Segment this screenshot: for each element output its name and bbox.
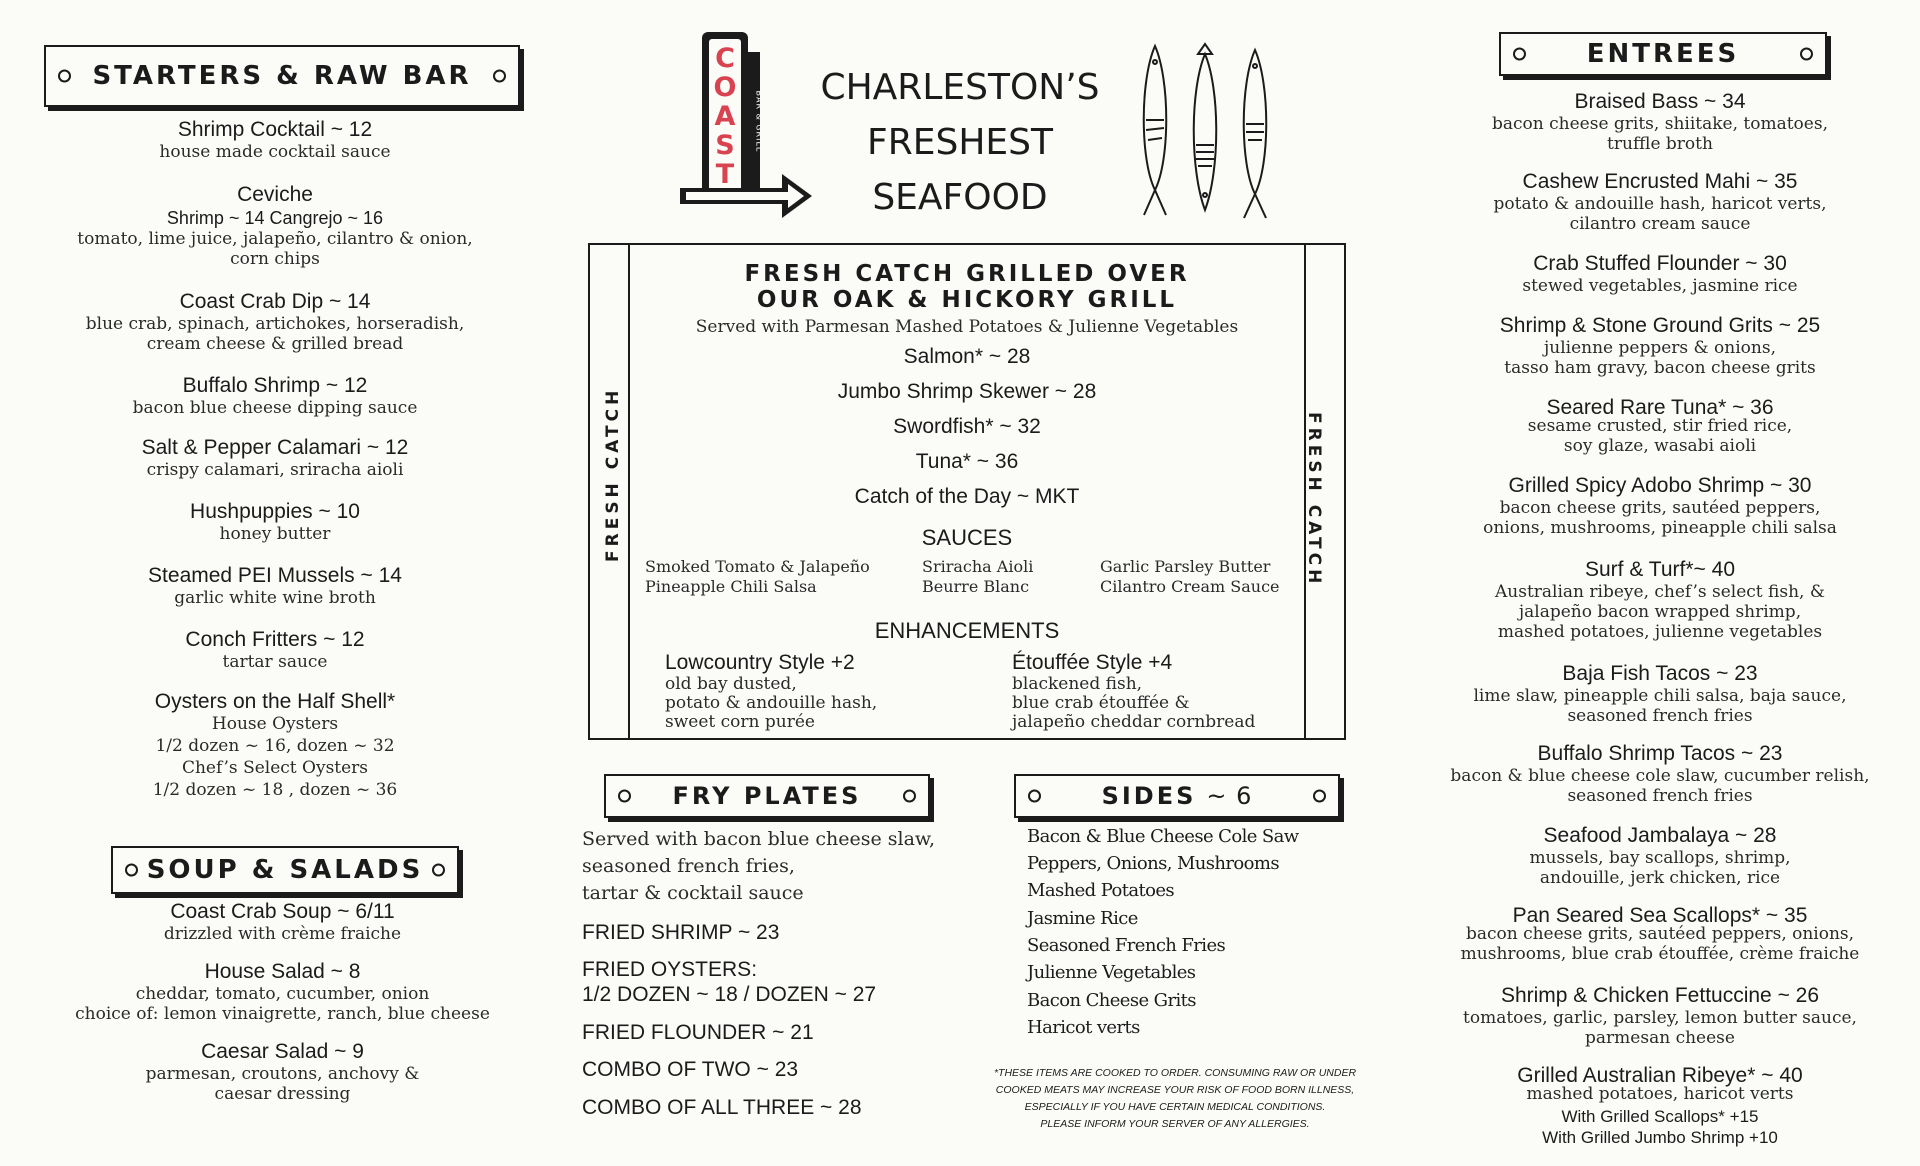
- item-prices: Shrimp ~ 14 Cangrejo ~ 16: [166, 208, 384, 228]
- item-desc: onions, mushrooms, pineapple chili salsa: [1483, 518, 1837, 538]
- item-desc: parmesan, croutons, anchovy &: [145, 1064, 420, 1084]
- sides-price: ~ 6: [1206, 782, 1253, 810]
- menu-item: [40, 900, 525, 944]
- item-name: Grilled Australian Ribeye* ~ 40: [1517, 1064, 1803, 1087]
- fry-header: [604, 774, 930, 818]
- enhancement-desc: sweet corn purée: [665, 712, 815, 732]
- item-desc: 1/2 dozen ~ 16, dozen ~ 32: [155, 736, 395, 756]
- item-name: Shrimp & Stone Ground Grits ~ 25: [1499, 314, 1821, 337]
- item-name: Shrimp Cocktail ~ 12: [177, 118, 373, 141]
- sauce-item: Garlic Parsley Butter: [1100, 557, 1271, 576]
- disclaimer-line: COOKED MEATS MAY INCREASE YOUR RISK OF FOOD BORN ILLNESS,: [995, 1084, 1355, 1096]
- item-desc: caesar dressing: [214, 1084, 351, 1104]
- entrees-title: ENTREES: [1586, 39, 1740, 69]
- menu-item: [40, 564, 510, 608]
- item-name: Shrimp & Chicken Fettuccine ~ 26: [1500, 984, 1820, 1007]
- header-dot-icon: [1513, 48, 1526, 61]
- item-desc: tomato, lime juice, jalapeño, cilantro & onion,: [77, 229, 473, 249]
- enhancement-desc: blackened fish,: [1012, 674, 1143, 694]
- menu-item: [1425, 396, 1895, 456]
- side-item: Seasoned French Fries: [1027, 935, 1226, 956]
- header-dot-icon: [618, 790, 631, 803]
- item-desc: seasoned french fries: [1567, 706, 1753, 726]
- item-name: Buffalo Shrimp Tacos ~ 23: [1537, 742, 1783, 765]
- menu-item: [1425, 984, 1895, 1048]
- item-desc: tartar sauce: [222, 652, 328, 672]
- logo-subtext: BAR & GRILL: [754, 90, 764, 153]
- item-desc: bacon cheese grits, sautéed peppers, onions,: [1465, 924, 1855, 944]
- fish-icon: [1130, 40, 1290, 230]
- item-desc: corn chips: [230, 249, 320, 269]
- menu-item: [1425, 662, 1895, 726]
- fry-title: FRY PLATES: [672, 782, 862, 810]
- item-desc: tomatoes, garlic, parsley, lemon butter sauce,: [1463, 1008, 1857, 1028]
- side-item: Mashed Potatoes: [1027, 880, 1175, 901]
- menu-item: [40, 628, 510, 672]
- catch-item: Tuna* ~ 36: [915, 450, 1019, 473]
- item-desc: choice of: lemon vinaigrette, ranch, blue cheese: [75, 1004, 490, 1024]
- header-dot-icon: [1800, 48, 1813, 61]
- item-name: Coast Crab Soup ~ 6/11: [170, 900, 395, 923]
- item-desc: blue crab, spinach, artichokes, horseradish,: [85, 314, 465, 334]
- item-desc: 1/2 dozen ~ 18 , dozen ~ 36: [152, 780, 398, 800]
- item-name: Hushpuppies ~ 10: [190, 500, 360, 523]
- sauce-col: [645, 557, 870, 597]
- fry-item: COMBO OF ALL THREE ~ 28: [582, 1096, 862, 1119]
- catch-item: Catch of the Day ~ MKT: [854, 485, 1080, 508]
- item-name: Braised Bass ~ 34: [1574, 90, 1746, 113]
- menu-item: [1425, 252, 1895, 296]
- sauce-col: [1100, 557, 1280, 597]
- sauce-item: Smoked Tomato & Jalapeño: [645, 557, 870, 576]
- enhancement-name: Lowcountry Style +2: [665, 651, 855, 674]
- side-item: Jasmine Rice: [1027, 908, 1138, 929]
- item-name: Ceviche: [237, 183, 313, 206]
- starters-header: [44, 45, 520, 107]
- item-desc: garlic white wine broth: [174, 588, 376, 608]
- enhancements-title: ENHANCEMENTS: [874, 618, 1060, 643]
- enhancement: [1012, 651, 1255, 732]
- item-desc: bacon blue cheese dipping sauce: [132, 398, 418, 418]
- fry-item: FRIED OYSTERS:: [582, 958, 758, 981]
- item-desc: Chef’s Select Oysters: [181, 758, 369, 778]
- item-name: Pan Seared Sea Scallops* ~ 35: [1512, 904, 1808, 927]
- menu-item: [40, 118, 510, 162]
- fry-item: 1/2 DOZEN ~ 18 / DOZEN ~ 27: [582, 983, 877, 1006]
- item-extra: With Grilled Scallops* +15: [1561, 1107, 1759, 1126]
- tagline: [795, 60, 1125, 225]
- fry-intro-line: tartar & cocktail sauce: [582, 882, 804, 904]
- disclaimer-line: PLEASE INFORM YOUR SERVER OF ANY ALLERGIES.: [1040, 1118, 1310, 1130]
- sides-title: SIDES: [1101, 782, 1197, 810]
- item-desc: cilantro cream sauce: [1569, 214, 1751, 234]
- item-name: Buffalo Shrimp ~ 12: [182, 374, 368, 397]
- item-name: Steamed PEI Mussels ~ 14: [148, 564, 402, 587]
- soups-title: SOUP & SALADS: [146, 855, 424, 885]
- fry-intro-line: seasoned french fries,: [582, 855, 795, 877]
- item-desc: cream cheese & grilled bread: [146, 334, 404, 354]
- item-desc: mushrooms, blue crab étouffée, crème fraiche: [1460, 944, 1860, 964]
- item-desc: crispy calamari, sriracha aioli: [146, 460, 404, 480]
- item-name: Surf & Turf*~ 40: [1585, 558, 1735, 581]
- starters-title: STARTERS & RAW BAR: [92, 61, 472, 91]
- menu-item: [40, 290, 510, 354]
- item-desc: mashed potatoes, julienne vegetables: [1497, 622, 1823, 642]
- item-desc: potato & andouille hash, haricot verts,: [1493, 194, 1827, 214]
- item-desc: house made cocktail sauce: [159, 142, 391, 162]
- fry-item: COMBO OF TWO ~ 23: [582, 1058, 799, 1081]
- enhancement-desc: potato & andouille hash,: [665, 693, 878, 713]
- header-dot-icon: [903, 790, 916, 803]
- menu-item: [1425, 742, 1895, 806]
- item-name: Salt & Pepper Calamari ~ 12: [141, 436, 409, 459]
- item-desc: bacon cheese grits, shiitake, tomatoes,: [1492, 114, 1828, 134]
- entrees-header: [1499, 32, 1827, 76]
- side-item: Bacon & Blue Cheese Cole Saw: [1027, 826, 1299, 847]
- menu-item: [40, 374, 510, 418]
- item-desc: andouille, jerk chicken, rice: [1539, 868, 1781, 888]
- menu-item: [1425, 904, 1895, 964]
- fresh-catch-side-label-left: FRESH CATCH: [603, 386, 623, 562]
- sauce-col: [922, 557, 1033, 597]
- sauce-item: Beurre Blanc: [922, 577, 1030, 596]
- disclaimer-line: *THESE ITEMS ARE COOKED TO ORDER. CONSUMING RAW OR UNDER: [993, 1067, 1357, 1079]
- menu-item: [40, 1040, 525, 1104]
- catch-item: Swordfish* ~ 32: [893, 415, 1041, 438]
- fresh-catch-title: OUR OAK & HICKORY GRILL: [756, 287, 1178, 313]
- menu-item: [1425, 90, 1895, 154]
- header-dot-icon: [58, 70, 71, 83]
- item-name: Coast Crab Dip ~ 14: [179, 290, 371, 313]
- item-desc: honey butter: [219, 524, 331, 544]
- tagline-line: CHARLESTON’S: [820, 67, 1100, 108]
- fry-item: FRIED FLOUNDER ~ 21: [582, 1021, 814, 1044]
- enhancement-name: Étouffée Style +4: [1012, 651, 1173, 674]
- item-desc: bacon & blue cheese cole slaw, cucumber relish,: [1450, 766, 1870, 786]
- item-name: Seafood Jambalaya ~ 28: [1543, 824, 1777, 847]
- fry-intro: [582, 826, 935, 907]
- item-desc: soy glaze, wasabi aioli: [1563, 436, 1757, 456]
- menu-item: [1425, 314, 1895, 378]
- disclaimer-line: ESPECIALLY IF YOU HAVE CERTAIN MEDICAL CONDITIONS.: [1024, 1101, 1326, 1113]
- enhancement: [665, 651, 877, 732]
- item-name: Grilled Spicy Adobo Shrimp ~ 30: [1508, 474, 1812, 497]
- item-desc: cheddar, tomato, cucumber, onion: [135, 984, 430, 1004]
- side-item: Bacon Cheese Grits: [1027, 990, 1196, 1011]
- menu-item: [40, 690, 510, 800]
- fish-illustration: [1130, 40, 1290, 230]
- fresh-catch-served: Served with Parmesan Mashed Potatoes & Julienne Vegetables: [695, 317, 1239, 337]
- item-desc: House Oysters: [211, 714, 339, 734]
- item-name: Oysters on the Half Shell*: [154, 690, 396, 713]
- menu-item: [1425, 558, 1895, 642]
- fresh-catch-box: [588, 243, 1346, 740]
- fresh-catch-side-label-right: FRESH CATCH: [1304, 412, 1324, 588]
- disclaimer: [960, 1065, 1390, 1133]
- item-desc: parmesan cheese: [1585, 1028, 1735, 1048]
- item-desc: truffle broth: [1607, 134, 1713, 154]
- header-dot-icon: [125, 864, 138, 877]
- item-desc: bacon cheese grits, sautéed peppers,: [1499, 498, 1821, 518]
- sauces-title: SAUCES: [921, 525, 1013, 550]
- menu-item: [1425, 824, 1895, 888]
- side-item: Julienne Vegetables: [1027, 962, 1196, 983]
- enhancement-desc: jalapeño cheddar cornbread: [1012, 712, 1256, 732]
- sauce-item: Pineapple Chili Salsa: [645, 577, 817, 596]
- menu-item: [40, 436, 510, 480]
- item-name: Crab Stuffed Flounder ~ 30: [1533, 252, 1787, 275]
- item-desc: tasso ham gravy, bacon cheese grits: [1504, 358, 1816, 378]
- item-extra: With Grilled Jumbo Shrimp +10: [1542, 1128, 1778, 1147]
- item-name: Baja Fish Tacos ~ 23: [1562, 662, 1758, 685]
- side-item: Haricot verts: [1027, 1017, 1140, 1038]
- item-desc: sesame crusted, stir fried rice,: [1527, 416, 1793, 436]
- item-desc: jalapeño bacon wrapped shrimp,: [1518, 602, 1802, 622]
- item-desc: Australian ribeye, chef’s select fish, &: [1495, 582, 1825, 602]
- enhancement-desc: blue crab étouffée &: [1012, 693, 1190, 713]
- header-dot-icon: [493, 70, 506, 83]
- item-desc: julienne peppers & onions,: [1543, 338, 1776, 358]
- menu-item: [1425, 170, 1895, 234]
- item-name: House Salad ~ 8: [204, 960, 361, 983]
- side-item: Peppers, Onions, Mushrooms: [1027, 853, 1279, 874]
- menu-item: [40, 183, 510, 269]
- catch-item: Salmon* ~ 28: [903, 345, 1031, 368]
- item-desc: lime slaw, pineapple chili salsa, baja sauce,: [1473, 686, 1847, 706]
- menu-item: [40, 960, 525, 1024]
- item-desc: drizzled with crème fraiche: [163, 924, 402, 944]
- catch-item: Jumbo Shrimp Skewer ~ 28: [837, 380, 1097, 403]
- header-dot-icon: [1028, 790, 1041, 803]
- item-desc: mussels, bay scallops, shrimp,: [1529, 848, 1791, 868]
- menu-item: [1425, 1064, 1895, 1148]
- tagline-line: FRESHEST: [867, 122, 1053, 163]
- header-dot-icon: [432, 864, 445, 877]
- item-desc: seasoned french fries: [1567, 786, 1753, 806]
- enhancement-desc: old bay dusted,: [665, 674, 797, 694]
- sides-header: [1014, 774, 1340, 818]
- header-dot-icon: [1313, 790, 1326, 803]
- tagline-line: SEAFOOD: [872, 177, 1048, 218]
- item-desc: mashed potatoes, haricot verts: [1526, 1084, 1794, 1104]
- sauce-item: Cilantro Cream Sauce: [1100, 577, 1280, 596]
- sauce-item: Sriracha Aioli: [922, 557, 1034, 576]
- item-name: Caesar Salad ~ 9: [201, 1040, 364, 1063]
- item-name: Seared Rare Tuna* ~ 36: [1546, 396, 1774, 419]
- fry-item: FRIED SHRIMP ~ 23: [582, 921, 780, 944]
- soups-header: [111, 846, 459, 894]
- item-name: Cashew Encrusted Mahi ~ 35: [1522, 170, 1798, 193]
- item-name: Conch Fritters ~ 12: [185, 628, 365, 651]
- menu-item: [40, 500, 510, 544]
- fry-intro-line: Served with bacon blue cheese slaw,: [582, 828, 935, 850]
- menu-item: [1425, 474, 1895, 538]
- logo-text: COAST: [713, 43, 737, 190]
- item-desc: stewed vegetables, jasmine rice: [1522, 276, 1798, 296]
- fresh-catch-title: FRESH CATCH GRILLED OVER: [744, 261, 1190, 287]
